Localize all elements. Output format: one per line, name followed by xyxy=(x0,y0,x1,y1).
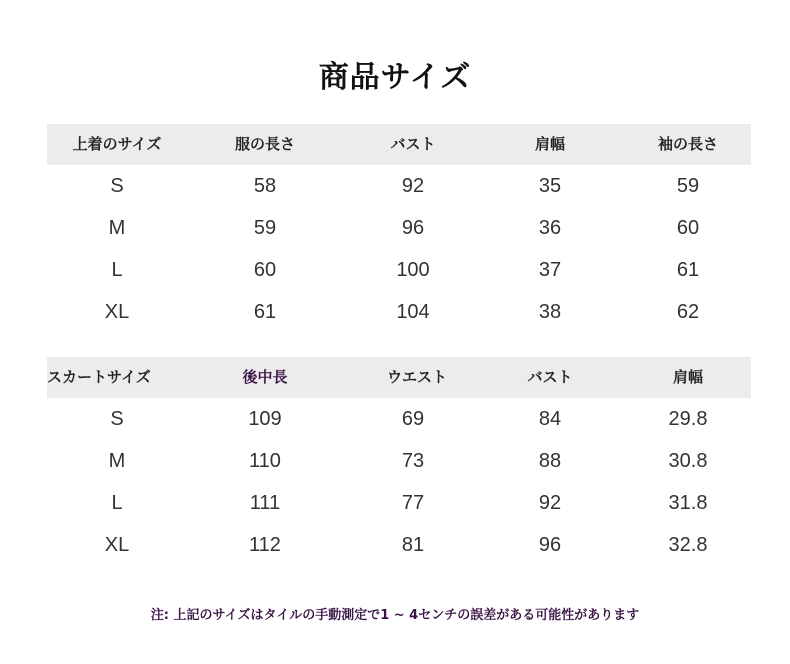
cell-size: M xyxy=(108,217,126,239)
cell-waist: 77 xyxy=(401,492,425,514)
header-sleeve: 袖の長さ xyxy=(657,135,718,153)
cell-waist: 73 xyxy=(401,450,425,472)
cell-shoulder: 35 xyxy=(538,175,562,197)
header-bust: バスト xyxy=(390,135,436,153)
cell-bust: 84 xyxy=(538,408,562,430)
cell-back-length: 109 xyxy=(248,408,282,430)
table-row xyxy=(47,482,751,524)
cell-bust: 96 xyxy=(538,534,562,556)
cell-sleeve: 60 xyxy=(676,217,700,239)
header-length: 服の長さ xyxy=(234,135,295,153)
cell-bust: 96 xyxy=(401,217,425,239)
page-title: 商品サイズ xyxy=(318,60,472,95)
cell-size: S xyxy=(110,175,124,197)
cell-size: XL xyxy=(104,534,130,556)
cell-back-length: 111 xyxy=(249,492,281,514)
header-size: スカートサイズ xyxy=(47,368,151,386)
cell-bust: 92 xyxy=(538,492,562,514)
cell-size: M xyxy=(108,450,126,472)
table-row xyxy=(47,249,751,291)
cell-sleeve: 61 xyxy=(676,259,700,281)
cell-shoulder: 37 xyxy=(538,259,562,281)
cell-length: 60 xyxy=(253,259,277,281)
cell-sleeve: 62 xyxy=(676,301,700,323)
cell-size: XL xyxy=(104,301,130,323)
table-row xyxy=(47,291,751,333)
tops-size-table xyxy=(47,124,751,333)
skirt-size-table xyxy=(47,357,751,566)
header-size: 上着のサイズ xyxy=(72,135,162,153)
cell-bust: 100 xyxy=(396,259,430,281)
cell-back-length: 112 xyxy=(249,534,281,556)
cell-shoulder: 31.8 xyxy=(668,492,708,514)
measurement-note: 注: 上記のサイズはタイルの手動測定で1 ~ 4センチの誤差がある可能性があります xyxy=(150,608,640,623)
header-shoulder: 肩幅 xyxy=(672,368,703,386)
cell-length: 58 xyxy=(253,175,277,197)
header-back-length: 後中長 xyxy=(242,368,288,386)
table-row xyxy=(47,207,751,249)
cell-length: 59 xyxy=(253,217,277,239)
table-header xyxy=(47,124,751,165)
cell-shoulder: 36 xyxy=(538,217,562,239)
table-row xyxy=(47,440,751,482)
cell-bust: 104 xyxy=(396,301,430,323)
cell-size: L xyxy=(111,492,123,514)
cell-sleeve: 59 xyxy=(676,175,700,197)
table-row xyxy=(47,165,751,207)
cell-shoulder: 38 xyxy=(538,301,562,323)
cell-size: S xyxy=(110,408,124,430)
cell-shoulder: 29.8 xyxy=(668,408,708,430)
cell-length: 61 xyxy=(253,301,277,323)
cell-waist: 81 xyxy=(401,534,425,556)
header-waist: ウエスト xyxy=(386,368,447,386)
header-shoulder: 肩幅 xyxy=(534,135,565,153)
header-bust: バスト xyxy=(527,368,573,386)
cell-shoulder: 30.8 xyxy=(668,450,708,472)
cell-shoulder: 32.8 xyxy=(668,534,708,556)
table-row xyxy=(47,524,751,566)
cell-waist: 69 xyxy=(401,408,425,430)
cell-back-length: 110 xyxy=(249,450,281,472)
table-row xyxy=(47,398,751,440)
cell-size: L xyxy=(111,259,123,281)
cell-bust: 88 xyxy=(538,450,562,472)
cell-bust: 92 xyxy=(401,175,425,197)
table-header xyxy=(47,357,751,398)
